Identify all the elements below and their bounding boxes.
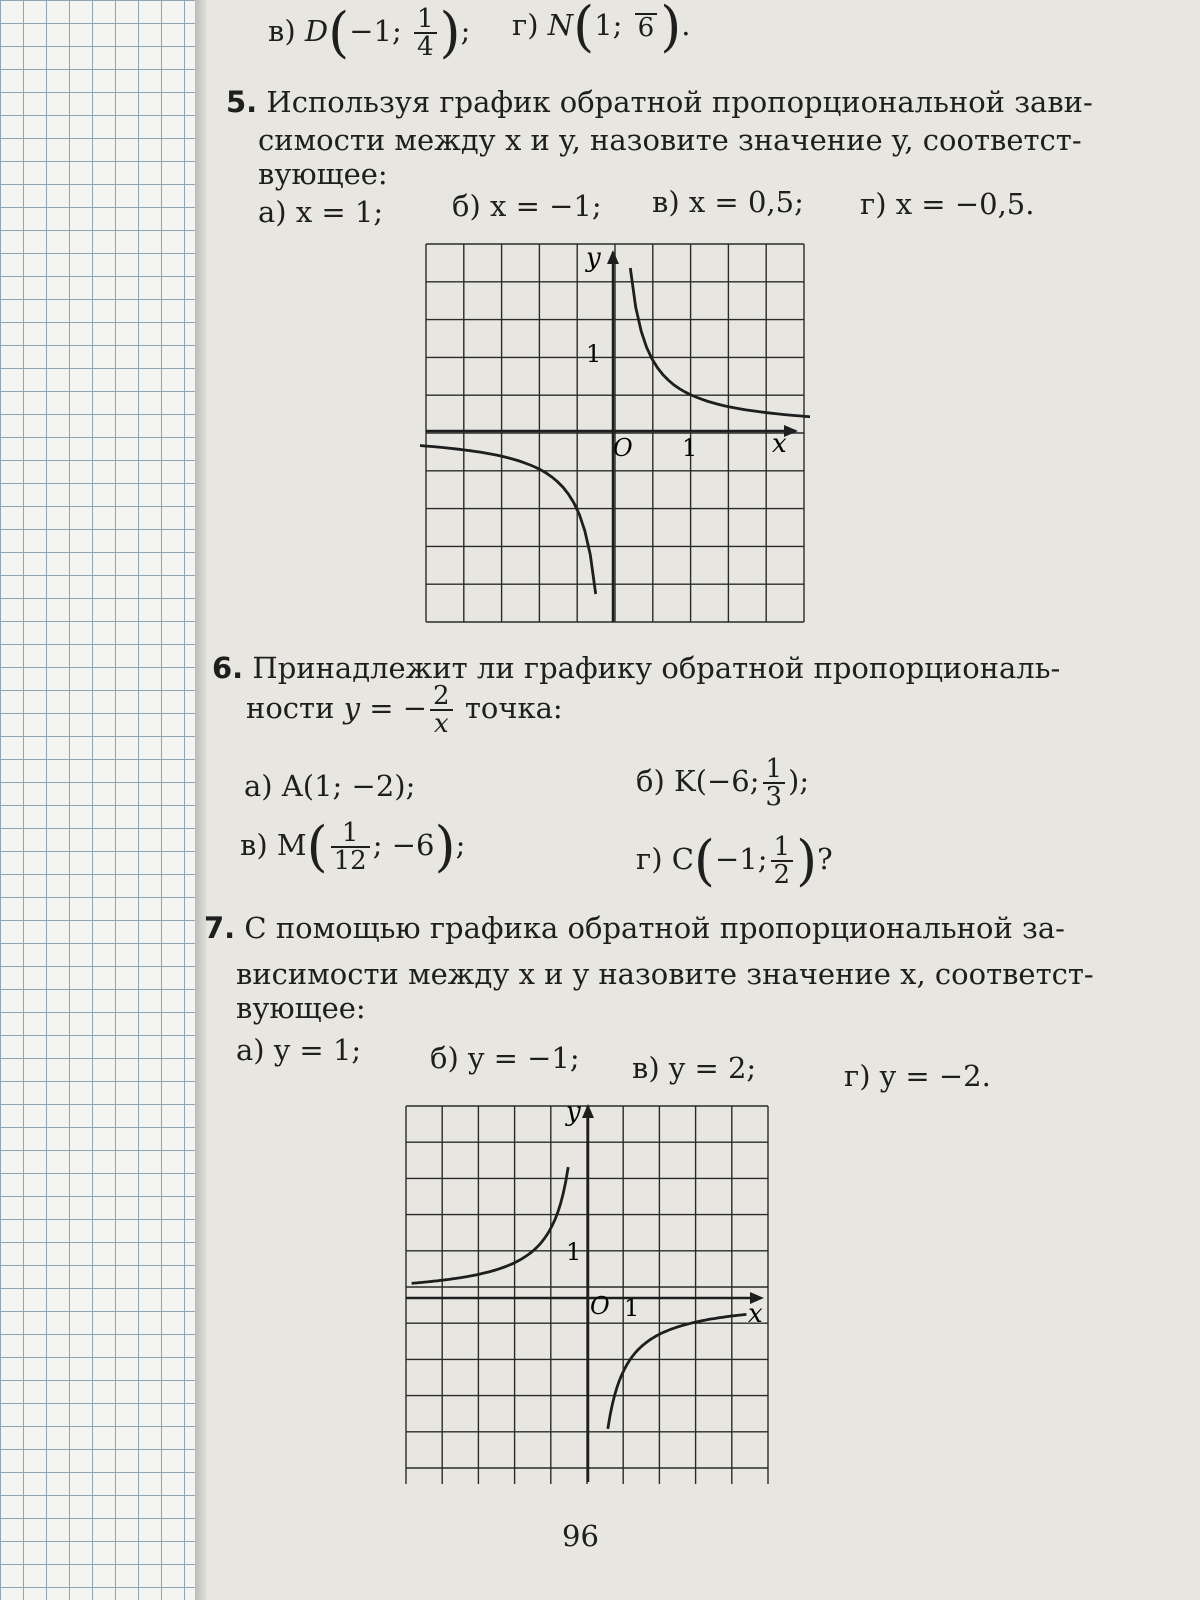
task6-equation: y = − bbox=[343, 691, 428, 725]
task6-option-g: г) C(−1; $\frac{1}{2}$ )? bbox=[636, 829, 833, 892]
graph-2-origin: O bbox=[590, 1292, 610, 1320]
task6-option-a: а) A(1; −2); bbox=[244, 769, 416, 803]
task7-number: 7. bbox=[204, 911, 236, 945]
task7-option-a: а) y = 1; bbox=[236, 1033, 362, 1067]
task5-option-a: а) x = 1; bbox=[258, 195, 384, 229]
graph-1-branch-positive bbox=[630, 268, 810, 423]
task5-option-g: г) x = −0,5. bbox=[860, 187, 1035, 221]
graph-1-origin: O bbox=[613, 434, 633, 462]
task7-option-g: г) y = −2. bbox=[844, 1059, 991, 1093]
graph-1 bbox=[420, 238, 810, 628]
top-v-fraction: $\frac{1}{4}$ bbox=[414, 6, 437, 60]
task5-option-b: б) x = −1; bbox=[452, 189, 602, 223]
top-v-point: D bbox=[304, 14, 329, 48]
task7-line2: висимости между x и y назовите значение x, соответст- bbox=[236, 957, 1094, 991]
graph-1-y-label: y bbox=[586, 243, 601, 273]
graph-1-tick-y: 1 bbox=[586, 340, 602, 368]
task7-line3: вующее: bbox=[236, 991, 366, 1025]
task5-line1: 5. Используя график обратной пропорциональной зави- bbox=[226, 85, 1093, 119]
task6-option-v: в) M( $\frac{1}{12}$ ; −6); bbox=[240, 815, 466, 878]
graph-2-tick-y: 1 bbox=[566, 1238, 582, 1266]
task7-option-v: в) y = 2; bbox=[632, 1051, 757, 1085]
task7-option-b: б) y = −1; bbox=[430, 1041, 580, 1075]
graph-1-grid bbox=[426, 244, 804, 622]
top-row-v: в) D(−1; $\frac{1}{4}$ ); bbox=[268, 1, 471, 64]
notebook-grid-page bbox=[0, 0, 195, 1600]
task6-line1: 6. Принадлежит ли графику обратной пропорциональ- bbox=[212, 651, 1061, 685]
task6-eq-fraction: $\frac{2}{x}$ bbox=[430, 683, 453, 737]
graph-1-y-arrow bbox=[607, 250, 619, 264]
task6-line2: ности y = − $\frac{2}{x}$ точка: bbox=[246, 681, 563, 739]
page-number: 96 bbox=[562, 1519, 599, 1553]
top-v-coord: −1; bbox=[349, 14, 402, 48]
task6-number: 6. bbox=[212, 651, 244, 685]
top-v-label: в) bbox=[268, 14, 296, 48]
graph-2-y-label: y bbox=[566, 1097, 581, 1127]
task6-option-b: б) K(−6; $\frac{1}{3}$ ); bbox=[636, 754, 810, 812]
task5-number: 5. bbox=[226, 85, 258, 119]
task5-option-v: в) x = 0,5; bbox=[652, 185, 804, 219]
task7-line1: 7. С помощью графика обратной пропорциональной за- bbox=[204, 911, 1065, 945]
graph-2-x-label: x bbox=[748, 1299, 763, 1329]
graph-2-tick-x: 1 bbox=[624, 1294, 640, 1322]
top-row-g: г) N(1; 6 ). bbox=[512, 0, 691, 58]
paren-left: ( bbox=[328, 1, 350, 64]
book-gutter bbox=[195, 0, 207, 1600]
task5-line2: симости между x и y, назовите значение y, соответст- bbox=[258, 123, 1082, 157]
top-g-fraction: 6 bbox=[635, 13, 658, 41]
graph-2-branch-lower-right bbox=[608, 1314, 747, 1429]
graph-1-branch-negative bbox=[420, 439, 596, 594]
graph-2 bbox=[400, 1090, 780, 1490]
task5-line3: вующее: bbox=[258, 157, 388, 191]
paren-right: ) bbox=[439, 1, 461, 64]
graph-2-branch-upper-left bbox=[412, 1167, 569, 1283]
graph-1-x-label: x bbox=[772, 429, 787, 459]
graph-1-tick-x: 1 bbox=[682, 434, 698, 462]
